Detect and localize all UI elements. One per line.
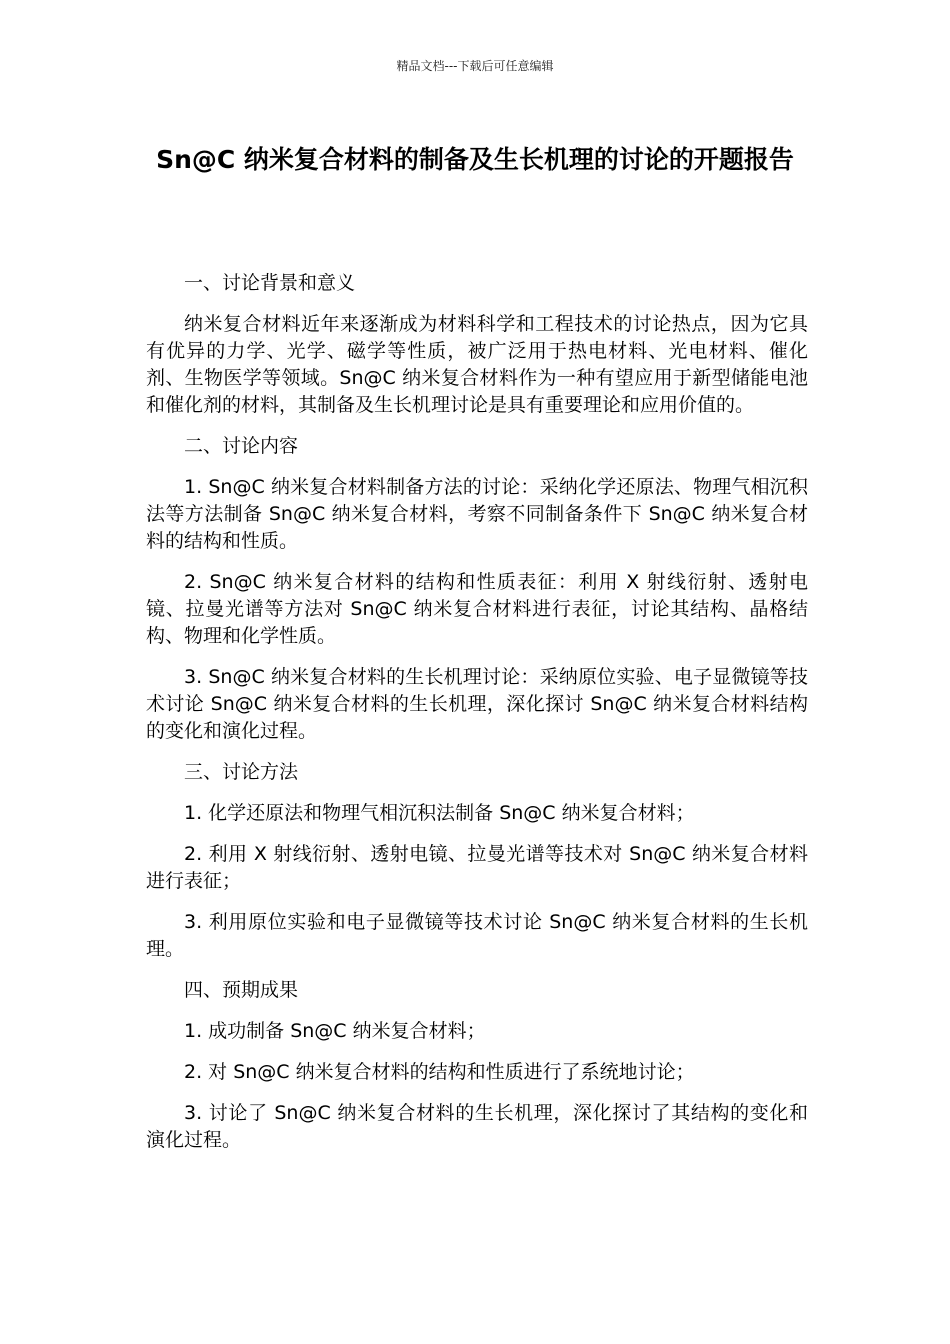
list-item: 3. Sn@C 纳米复合材料的生长机理讨论：采纳原位实验、电子显微镜等技术讨论 Sn@C 纳米复合材料的生长机理，深化探讨 Sn@C 纳米复合材料结构的变化和演化过程。 xyxy=(146,666,808,742)
list-item: 1. 化学还原法和物理气相沉积法制备 Sn@C 纳米复合材料； xyxy=(184,802,695,824)
page-header: 精品文档---下载后可任意编辑 xyxy=(396,59,554,73)
section-heading: 二、讨论内容 xyxy=(184,435,299,457)
section-heading: 三、讨论方法 xyxy=(184,761,299,783)
list-item: 2. 利用 X 射线衍射、透射电镜、拉曼光谱等技术对 Sn@C 纳米复合材料进行表征； xyxy=(146,843,808,892)
list-item: 2. 对 Sn@C 纳米复合材料的结构和性质进行了系统地讨论； xyxy=(184,1061,695,1083)
list-item: 3. 利用原位实验和电子显微镜等技术讨论 Sn@C 纳米复合材料的生长机理。 xyxy=(146,911,808,960)
section-methods xyxy=(146,759,808,963)
list-item: 1. Sn@C 纳米复合材料制备方法的讨论：采纳化学还原法、物理气相沉积法等方法制备 Sn@C 纳米复合材料，考察不同制备条件下 Sn@C 纳米复合材料的结构和性质。 xyxy=(146,476,808,552)
list-item: 1. 成功制备 Sn@C 纳米复合材料； xyxy=(184,1020,486,1042)
paragraph: 纳米复合材料近年来逐渐成为材料科学和工程技术的讨论热点，因为它具有优异的力学、光学、磁学等性质，被广泛用于热电材料、光电材料、催化剂、生物医学等领域。Sn@C 纳米复合材料作为一种有望应用于新型储能电池和催化剂的材料，其制备及生长机理讨论是具有重要理论和应用价值的。 xyxy=(146,313,808,416)
document-body xyxy=(146,270,808,1168)
section-background xyxy=(146,270,808,419)
section-content xyxy=(146,433,808,745)
list-item: 2. Sn@C 纳米复合材料的结构和性质表征：利用 X 射线衍射、透射电镜、拉曼光谱等方法对 Sn@C 纳米复合材料进行表征，讨论其结构、晶格结构、物理和化学性质。 xyxy=(146,571,808,647)
section-results xyxy=(146,977,808,1154)
document-title: Sn@C 纳米复合材料的制备及生长机理的讨论的开题报告 xyxy=(156,145,794,174)
section-heading: 四、预期成果 xyxy=(184,979,299,1001)
section-heading: 一、讨论背景和意义 xyxy=(184,272,356,294)
list-item: 3. 讨论了 Sn@C 纳米复合材料的生长机理，深化探讨了其结构的变化和演化过程。 xyxy=(146,1102,808,1151)
